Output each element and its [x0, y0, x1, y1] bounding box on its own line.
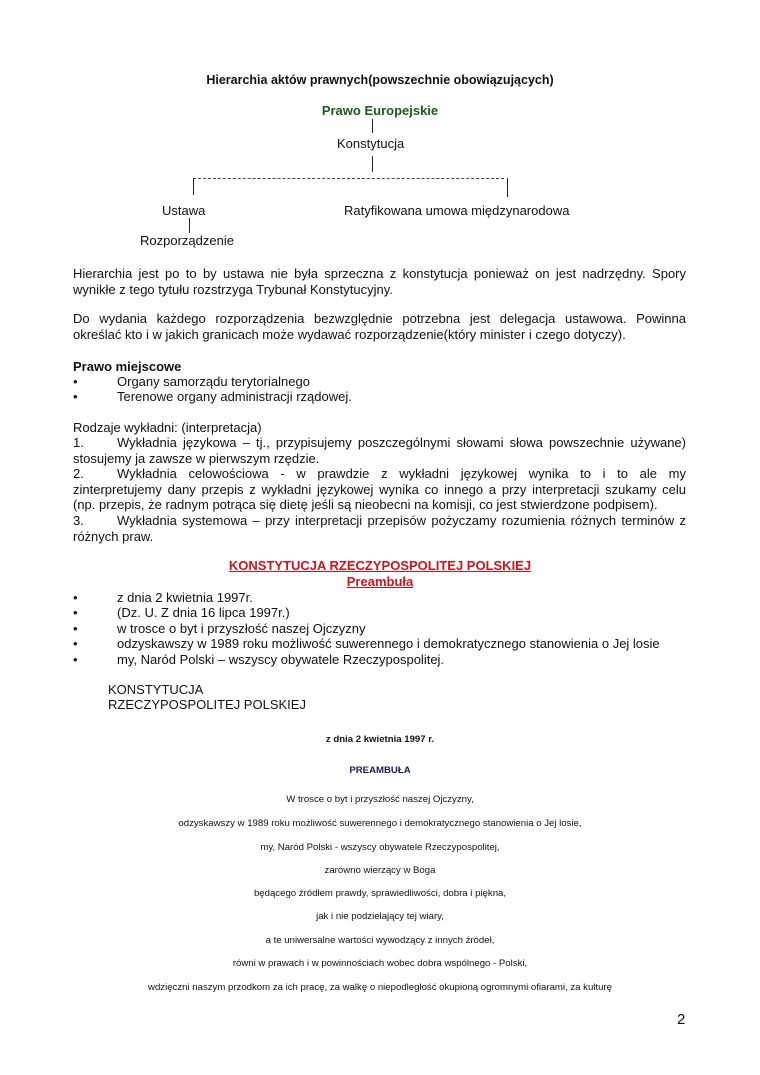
list-item: (Dz. U. Z dnia 16 lipca 1997r.)	[117, 605, 290, 620]
interpretation-heading: Rodzaje wykładni: (interpretacja)	[73, 420, 262, 435]
connector-line	[507, 178, 508, 197]
bullet-icon: •	[73, 374, 78, 389]
node-constitution: Konstytucja	[337, 136, 405, 151]
preamble-line: równi w prawach i w powinnościach wobec dobra wspólnego - Polski,	[232, 958, 528, 969]
preamble-heading: PREAMBUŁA	[349, 765, 411, 776]
item-number: 1.	[73, 435, 84, 450]
text-line: (np. przepis, że radnym potrąca się dietę jeśli są nieobecni na komisji, co jest stwierdzone podpisem).	[73, 497, 658, 513]
list-item: w trosce o byt i przyszłość naszej Ojczyzny	[117, 621, 366, 636]
text-line: różnych praw.	[73, 528, 154, 544]
bullet-icon: •	[73, 389, 78, 404]
text-line: zinterpretujemy dany przepis z wykładni językowej wynika co innego a przy interpretacji szukamy celu	[73, 481, 686, 497]
text-line: Wykładnia celowościowa - w prawdzie z wykładni językowej wynika to i to ale my	[117, 466, 686, 482]
preamble-line: my, Naród Polski - wszyscy obywatele Rzeczypospolitej,	[260, 842, 500, 853]
bullet-icon: •	[73, 605, 78, 620]
node-eu-law: Prawo Europejskie	[321, 103, 439, 118]
bullet-icon: •	[73, 636, 78, 651]
preamble-line: odzyskawszy w 1989 roku możliwość suwerennego i demokratycznego stanowienia o Jej losie,	[178, 818, 582, 829]
preamble-line: wdzięczni naszym przodkom za ich pracę, za walkę o niepodległość okupioną ogromnymi ofiarami, za kulturę	[148, 982, 612, 993]
list-item: my, Naród Polski – wszyscy obywatele Rzeczypospolitej.	[117, 652, 445, 667]
list-item: odzyskawszy w 1989 roku możliwość suwerennego i demokratycznego stanowienia o Jej losie	[117, 636, 660, 651]
bullet-icon: •	[73, 590, 78, 605]
preamble-line: a te uniwersalne wartości wywodzący z innych źródeł,	[265, 935, 495, 946]
preamble-line: zarówno wierzący w Boga	[324, 865, 436, 876]
preamble-line: będącego źródłem prawdy, sprawiedliwości, dobra i piękna,	[253, 888, 507, 899]
node-statute: Ustawa	[162, 203, 206, 218]
list-item: Organy samorządu terytorialnego	[117, 374, 310, 389]
bullet-icon: •	[73, 652, 78, 667]
preamble-subheading: Preambuła	[346, 574, 414, 589]
constitution-title-line: RZECZYPOSPOLITEJ POLSKIEJ	[108, 697, 306, 712]
hierarchy-title: Hierarchia aktów prawnych(powszechnie obowiązujących)	[206, 73, 554, 87]
paragraph	[73, 311, 686, 342]
connector-dashed-line	[193, 178, 504, 179]
text-line: Hierarchia jest po to by ustawa nie była sprzeczna z konstytucja ponieważ on jest nadrzędny. Spory	[73, 266, 686, 281]
list-item: Terenowe organy administracji rządowej.	[117, 389, 352, 404]
paragraph	[73, 266, 686, 297]
text-line: określać kto i w jakich granicach może wydawać rozporządzenie(który minister i czego dotyczy).	[73, 326, 626, 342]
preamble-line: W trosce o byt i przyszłość naszej Ojczyzny,	[286, 794, 474, 805]
text-line: Wykładnia systemowa – przy interpretacji przepisów pożyczamy rozumienia różnych terminów z	[117, 512, 686, 528]
node-regulation: Rozporządzenie	[140, 233, 234, 248]
item-number: 2.	[73, 466, 84, 482]
interpretation-list	[73, 435, 686, 544]
constitution-date: z dnia 2 kwietnia 1997 r.	[325, 734, 435, 745]
node-treaty: Ratyfikowana umowa międzynarodowa	[344, 203, 570, 218]
text-line: Wykładnia językowa – tj., przypisujemy poszczególnymi słowami słowa powszechnie używane)	[117, 435, 686, 450]
preamble-line: jak i nie podzielający tej wiary,	[316, 911, 444, 922]
constitution-heading: KONSTYTUCJA RZECZYPOSPOLITEJ POLSKIEJ	[228, 558, 532, 573]
connector-line	[372, 156, 373, 172]
local-law-heading: Prawo miejscowe	[73, 359, 182, 374]
list-item: z dnia 2 kwietnia 1997r.	[117, 590, 253, 605]
bullet-icon: •	[73, 621, 78, 636]
connector-line	[193, 178, 194, 195]
page-number: 2	[677, 1011, 686, 1028]
constitution-title-line: KONSTYTUCJA	[108, 682, 204, 697]
text-line: Do wydania każdego rozporządzenia bezwzględnie potrzebna jest delegacja ustawowa. Powinna	[73, 311, 686, 326]
text-line: wynikłe z tego tytułu rozstrzyga Trybunał Konstytucyjny.	[73, 281, 393, 297]
item-number: 3.	[73, 512, 84, 528]
text-line: stosujemy ja zawsze w pierwszym rzędzie.	[73, 450, 320, 466]
connector-line	[189, 218, 190, 233]
connector-line	[372, 119, 373, 133]
